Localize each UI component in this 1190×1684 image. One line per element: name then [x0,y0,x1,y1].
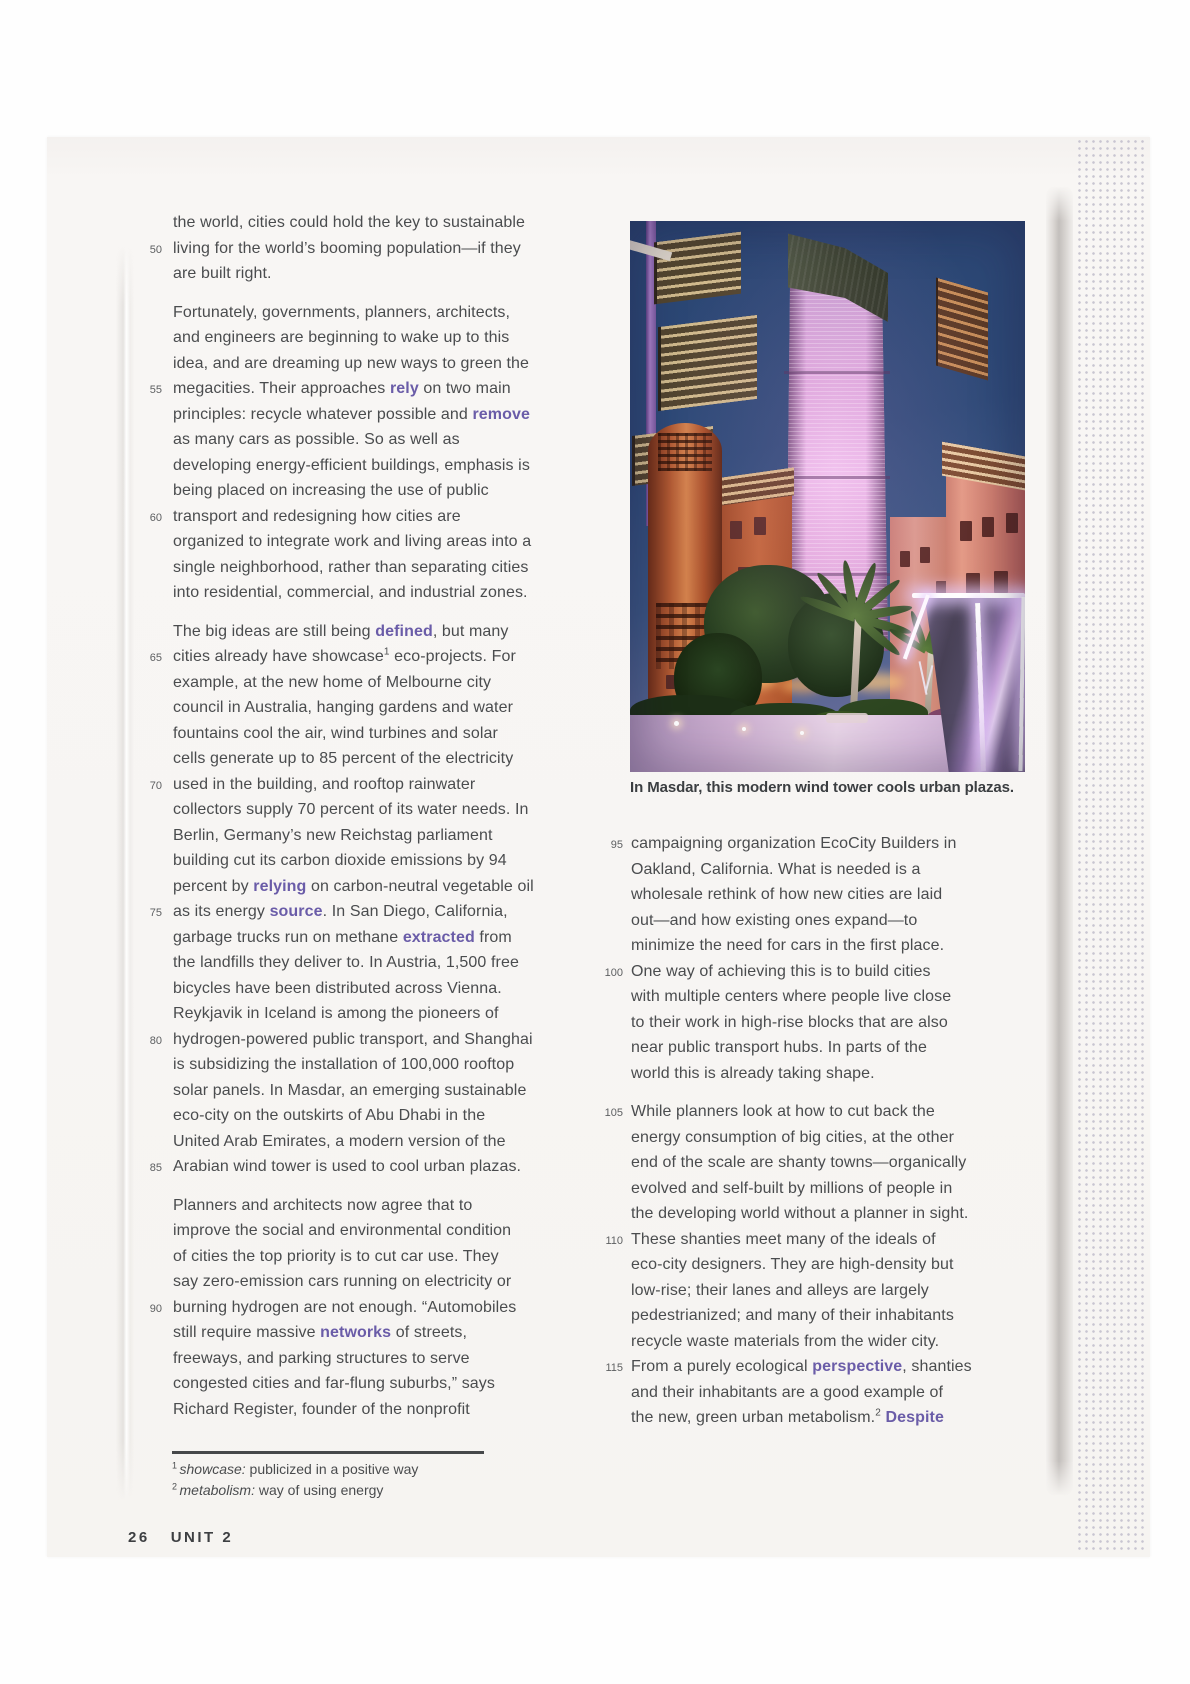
line-text: eco-city on the outskirts of Abu Dhabi in the [173,1107,486,1124]
text-line [597,1150,1029,1176]
text-line [597,1061,1029,1087]
text-line [597,959,1029,985]
line-text: recycle waste materials from the wider city. [631,1332,940,1350]
line-number: 70 [149,779,162,792]
paragraph [128,300,568,606]
text-line [128,721,568,747]
text-line [597,933,1029,959]
line-text: and their inhabitants are a good example of [631,1383,944,1401]
line-number: 110 [605,1234,623,1247]
footnote-marker: 2 [172,1481,180,1492]
text-line [128,772,568,798]
paragraph [128,619,568,1180]
text-line [597,1405,1029,1431]
text-line [597,1099,1029,1125]
text-line [128,848,568,874]
line-text: These shanties meet many of the ideals of [631,1230,936,1248]
line-number: 65 [149,652,162,664]
text-line [128,1397,568,1423]
line-text: as its energy source. In San Diego, California, [173,903,508,920]
text-line [597,1303,1029,1329]
paragraph [597,831,1029,1086]
line-text: From a purely ecological perspective, shanties [631,1358,972,1375]
line-text: percent by relying on carbon-neutral vegetable oil [173,877,534,895]
text-line [128,529,568,555]
line-text: Richard Register, founder of the nonprofit [173,1400,470,1418]
line-text: being placed on increasing the use of public [173,482,489,499]
line-text: the developing world without a planner in sight. [631,1205,969,1222]
text-line [128,300,568,326]
page-binding-shadow [1046,186,1073,1496]
line-text: The big ideas are still being defined, but many [173,622,509,640]
text-line [128,1052,568,1078]
paragraph [128,210,568,287]
text-line [128,325,568,351]
line-number: 60 [149,511,162,524]
text-line [128,1027,568,1053]
line-number: 100 [604,966,623,979]
text-line [128,555,568,581]
text-line [128,351,568,377]
text-line [128,1244,568,1270]
footnote: $^2$ metabolism: way of using energy [172,1481,384,1498]
vocabulary-keyword: rely [389,380,419,397]
line-text: garbage trucks run on methane extracted from [173,928,512,946]
line-text: council in Australia, hanging gardens and water [173,699,514,716]
line-text: Fortunately, governments, planners, architects, [173,303,511,321]
footnote-marker: 2 [875,1407,881,1419]
line-text: pedestrianized; and many of their inhabitants [631,1307,954,1324]
line-text: the new, green urban metabolism.$^2$ Despite [631,1407,944,1426]
line-text: megacities. Their approaches rely on two main [173,380,511,397]
text-line [128,1269,568,1295]
text-line [128,1346,568,1372]
text-line [128,925,568,951]
text-line [128,746,568,772]
line-text: world this is already taking shape. [631,1064,875,1082]
text-line [597,1252,1029,1278]
line-text: organized to integrate work and living areas into a [173,533,532,550]
text-line [128,453,568,479]
line-text: eco-city designers. They are high-density but [631,1256,954,1273]
text-line [128,1218,568,1244]
right-text-column [597,831,1029,1444]
text-line [128,210,568,236]
text-line [128,797,568,823]
text-line [597,1176,1029,1202]
line-text: cities already have showcase$^1$ eco-projects. For [173,646,516,665]
vocabulary-keyword: Despite [885,1409,944,1426]
line-text: collectors supply 70 percent of its water needs. In [173,801,529,818]
line-text: principles: recycle whatever possible and remove [173,405,530,423]
text-line [597,1278,1029,1304]
line-text: United Arab Emirates, a modern version of the [173,1132,506,1150]
line-text: minimize the need for cars in the first place. [631,937,945,954]
line-text: idea, and are dreaming up new ways to green the [173,354,530,372]
text-line [128,427,568,453]
line-text: Arabian wind tower is used to cool urban plazas. [173,1158,522,1175]
line-number: 75 [149,907,162,919]
footnote-divider [172,1451,484,1454]
line-text: are built right. [173,265,272,282]
text-line [128,950,568,976]
line-text: One way of achieving this is to build cities [631,962,931,980]
text-line [128,619,568,645]
halftone-dots-pattern [1076,138,1144,1550]
text-line [128,1295,568,1321]
line-text: transport and redesigning how cities are [173,507,461,525]
text-line [128,976,568,1002]
vocabulary-keyword: networks [320,1324,392,1341]
text-line [597,908,1029,934]
line-text: to their work in high-rise blocks that are also [631,1013,948,1031]
text-line [128,644,568,670]
line-text: building cut its carbon dioxide emissions by 94 [173,852,507,869]
line-text: is subsidizing the installation of 100,000 rooftop [173,1056,515,1073]
line-text: of cities the top priority is to cut car use. They [173,1247,499,1265]
line-text: Reykjavik in Iceland is among the pioneers of [173,1005,499,1022]
text-line [597,1010,1029,1036]
vocabulary-keyword: remove [472,405,530,423]
text-line [597,831,1029,857]
text-line [128,1103,568,1129]
line-text: low-rise; their lanes and alleys are largely [631,1281,929,1299]
line-text: and engineers are beginning to wake up to this [173,329,510,346]
text-line [128,504,568,530]
paragraph [597,1099,1029,1431]
text-line [597,882,1029,908]
text-line [597,1125,1029,1151]
line-text: freeways, and parking structures to serve [173,1349,470,1367]
line-text: campaigning organization EcoCity Builders in [631,835,957,852]
line-text: used in the building, and rooftop rainwater [173,775,476,793]
text-line [128,695,568,721]
text-line [128,1078,568,1104]
text-line [597,857,1029,883]
text-line [597,1380,1029,1406]
page-footer [128,1529,233,1546]
line-text: into residential, commercial, and industrial zones. [173,584,528,601]
vocabulary-keyword: perspective [812,1358,903,1375]
page-number: 26 [128,1529,150,1546]
line-text: single neighborhood, rather than separating cities [173,558,529,576]
text-line [128,580,568,606]
text-line [128,1001,568,1027]
line-text: improve the social and environmental condition [173,1222,512,1239]
text-line [128,1129,568,1155]
line-text: burning hydrogen are not enough. “Automobiles [173,1298,517,1316]
text-line [128,402,568,428]
footnotes [172,1459,418,1501]
text-line [128,1154,568,1180]
text-line [128,1193,568,1219]
line-text: hydrogen-powered public transport, and Shanghai [173,1030,533,1048]
text-line [128,236,568,262]
line-text: wholesale rethink of how new cities are laid [631,886,943,903]
masdar-photo [630,221,1025,772]
line-text: as many cars as possible. So as well as [173,431,460,448]
line-text: out—and how existing ones expand—to [631,911,918,929]
text-line [128,1371,568,1397]
text-line [597,984,1029,1010]
vocabulary-keyword: relying [253,877,307,895]
line-text: near public transport hubs. In parts of the [631,1039,928,1056]
photo-caption: In Masdar, this modern wind tower cools urban plazas. [630,779,1014,796]
text-line [597,1329,1029,1355]
unit-label: UNIT 2 [170,1529,234,1546]
line-number: 90 [149,1302,162,1315]
line-text: example, at the new home of Melbourne city [173,673,492,691]
line-text: evolved and self-built by millions of people in [631,1179,953,1197]
footnote-marker: 1 [383,646,390,658]
line-text: developing energy-efficient buildings, emphasis is [173,456,530,474]
line-text: end of the scale are shanty towns—organically [631,1154,967,1171]
line-text: with multiple centers where people live close [631,988,952,1005]
line-text: fountains cool the air, wind turbines and solar [173,724,498,742]
footnote-marker: 1 [172,1460,180,1471]
line-text: the world, cities could hold the key to sustainable [173,214,525,231]
text-line [128,899,568,925]
line-number: 115 [605,1362,623,1374]
line-number: 105 [604,1107,623,1119]
paragraph [128,1193,568,1423]
line-text: While planners look at how to cut back the [631,1103,935,1120]
line-text: Oakland, California. What is needed is a [631,860,921,878]
line-text: congested cities and far-flung suburbs,” says [173,1375,495,1392]
text-line [597,1201,1029,1227]
line-number: 50 [149,243,162,256]
line-text: solar panels. In Masdar, an emerging sustainable [173,1081,527,1099]
line-text: energy consumption of big cities, at the other [631,1128,955,1146]
vocabulary-keyword: defined [375,622,433,640]
line-text: Planners and architects now agree that to [173,1196,473,1214]
text-line [128,1320,568,1346]
text-line [128,261,568,287]
text-line [597,1227,1029,1253]
line-number: 55 [149,384,162,396]
line-number: 95 [610,839,623,851]
line-text: bicycles have been distributed across Vienna. [173,979,502,997]
line-text: say zero-emission cars running on electricity or [173,1273,512,1290]
text-line [128,874,568,900]
line-text: cells generate up to 85 percent of the electricity [173,750,514,767]
text-line [128,670,568,696]
line-text: living for the world’s booming population—if they [173,239,521,257]
footnote: $^1$ showcase: publicized in a positive way [172,1460,419,1477]
line-text: still require massive networks of streets, [173,1324,468,1341]
vocabulary-keyword: extracted [402,928,475,946]
text-line [128,823,568,849]
text-line [128,478,568,504]
text-line [128,376,568,402]
text-line [597,1354,1029,1380]
vocabulary-keyword: source [269,903,323,920]
line-text: the landfills they deliver to. In Austria, 1,500 free [173,954,519,971]
left-text-column [128,210,568,1435]
line-number: 85 [149,1162,162,1174]
photo-vignette [630,221,1025,772]
text-line [597,1035,1029,1061]
line-number: 80 [149,1034,162,1047]
line-text: Berlin, Germany’s new Reichstag parliament [173,826,493,844]
